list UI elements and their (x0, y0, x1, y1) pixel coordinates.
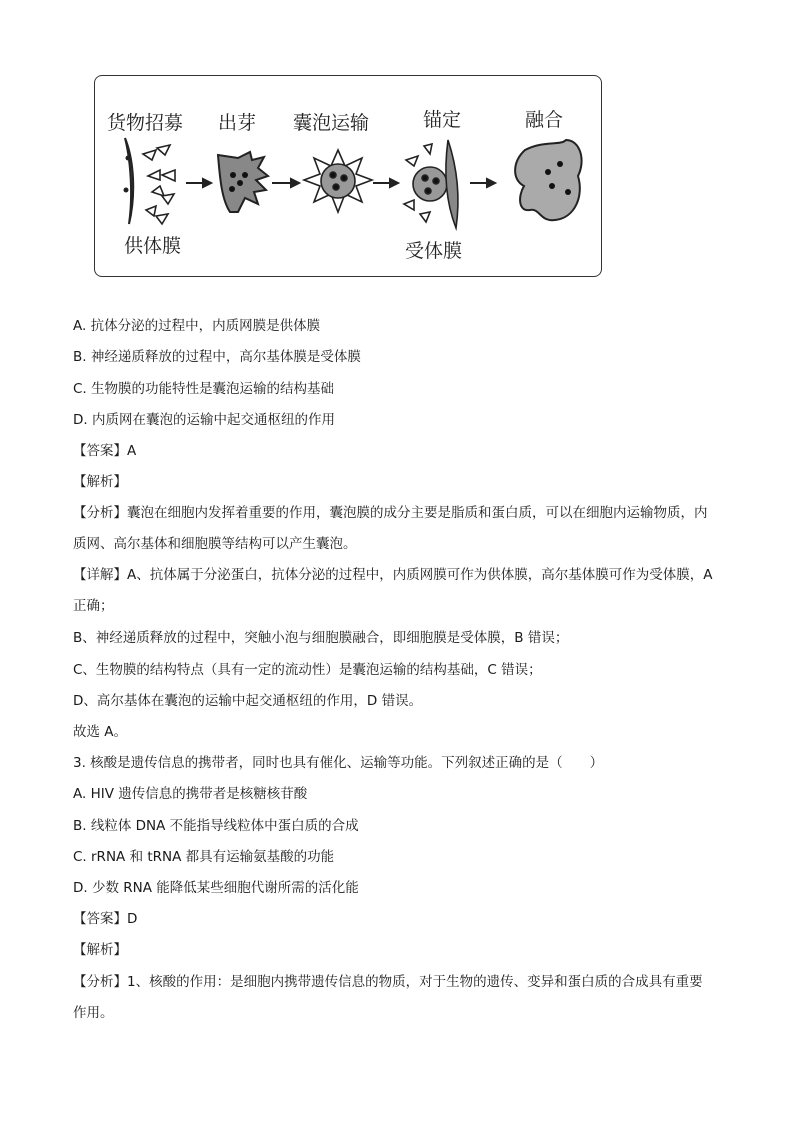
q3-option-a: A. HIV 遗传信息的携带者是核糖核苷酸 (73, 786, 308, 802)
q2-choose: 故选 A。 (73, 724, 128, 740)
q2-option-d: D. 内质网在囊泡的运输中起交通枢纽的作用 (73, 412, 335, 428)
vesicle-with-coat (304, 150, 372, 212)
anchoring-group (404, 140, 458, 228)
q2-option-b: B. 神经递质释放的过程中，高尔基体膜是受体膜 (73, 349, 361, 365)
label-receptor-membrane: 受体膜 (405, 240, 463, 262)
q2-analysis-heading: 【解析】 (73, 474, 127, 490)
q2-analysis: 【分析】囊泡在细胞内发挥着重要的作用，囊泡膜的成分主要是脂质和蛋白质，可以在细胞内运输物质，内质网、高尔基体和细胞膜等结构可以产生囊泡。 (73, 505, 708, 552)
q3-analysis: 【分析】1、核酸的作用：是细胞内携带遗传信息的物质，对于生物的遗传、变异和蛋白质的合成具有重要作用。 (73, 974, 703, 1021)
fused-cell-shape (515, 140, 581, 220)
q2-option-a: A. 抗体分泌的过程中，内质网膜是供体膜 (73, 318, 321, 334)
q2-detail-c: C、生物膜的结构特点（具有一定的流动性）是囊泡运输的结构基础，C 错误； (73, 662, 542, 678)
q3-option-d: D. 少数 RNA 能降低某些细胞代谢所需的活化能 (73, 880, 359, 896)
budding-shape (218, 152, 268, 212)
label-donor-membrane: 供体膜 (124, 235, 182, 257)
label-cargo-recruitment: 货物招募 (107, 112, 184, 134)
donor-membrane-shape (125, 138, 133, 224)
q3-option-b: B. 线粒体 DNA 不能指导线粒体中蛋白质的合成 (73, 818, 359, 834)
label-vesicle-transport: 囊泡运输 (293, 112, 370, 134)
q2-option-c: C. 生物膜的功能特性是囊泡运输的结构基础 (73, 381, 335, 397)
cargo-dot (126, 156, 131, 161)
cargo-triangles (143, 145, 175, 224)
q3-answer: 【答案】D (73, 911, 138, 927)
label-fusion: 融合 (525, 109, 564, 131)
q2-detail-b: B、神经递质释放的过程中，突触小泡与细胞膜融合，即细胞膜是受体膜，B 错误； (73, 630, 569, 646)
q2-detail-a: 【详解】A、抗体属于分泌蛋白，抗体分泌的过程中，内质网膜可作为供体膜，高尔基体膜可作为受体膜，A 正确； (73, 567, 713, 614)
q2-answer: 【答案】A (73, 443, 137, 459)
label-anchoring: 锚定 (423, 109, 462, 131)
label-budding: 出芽 (218, 112, 257, 134)
q3-analysis-heading: 【解析】 (73, 942, 127, 958)
cargo-dot (124, 188, 129, 193)
q3-question: 3. 核酸是遗传信息的携带者，同时也具有催化、运输等功能。下列叙述正确的是（ ） (73, 755, 604, 771)
q2-detail-d: D、高尔基体在囊泡的运输中起交通枢纽的作用，D 错误。 (73, 693, 423, 709)
q3-option-c: C. rRNA 和 tRNA 都具有运输氨基酸的功能 (73, 849, 335, 865)
figure-drawing (0, 0, 794, 300)
